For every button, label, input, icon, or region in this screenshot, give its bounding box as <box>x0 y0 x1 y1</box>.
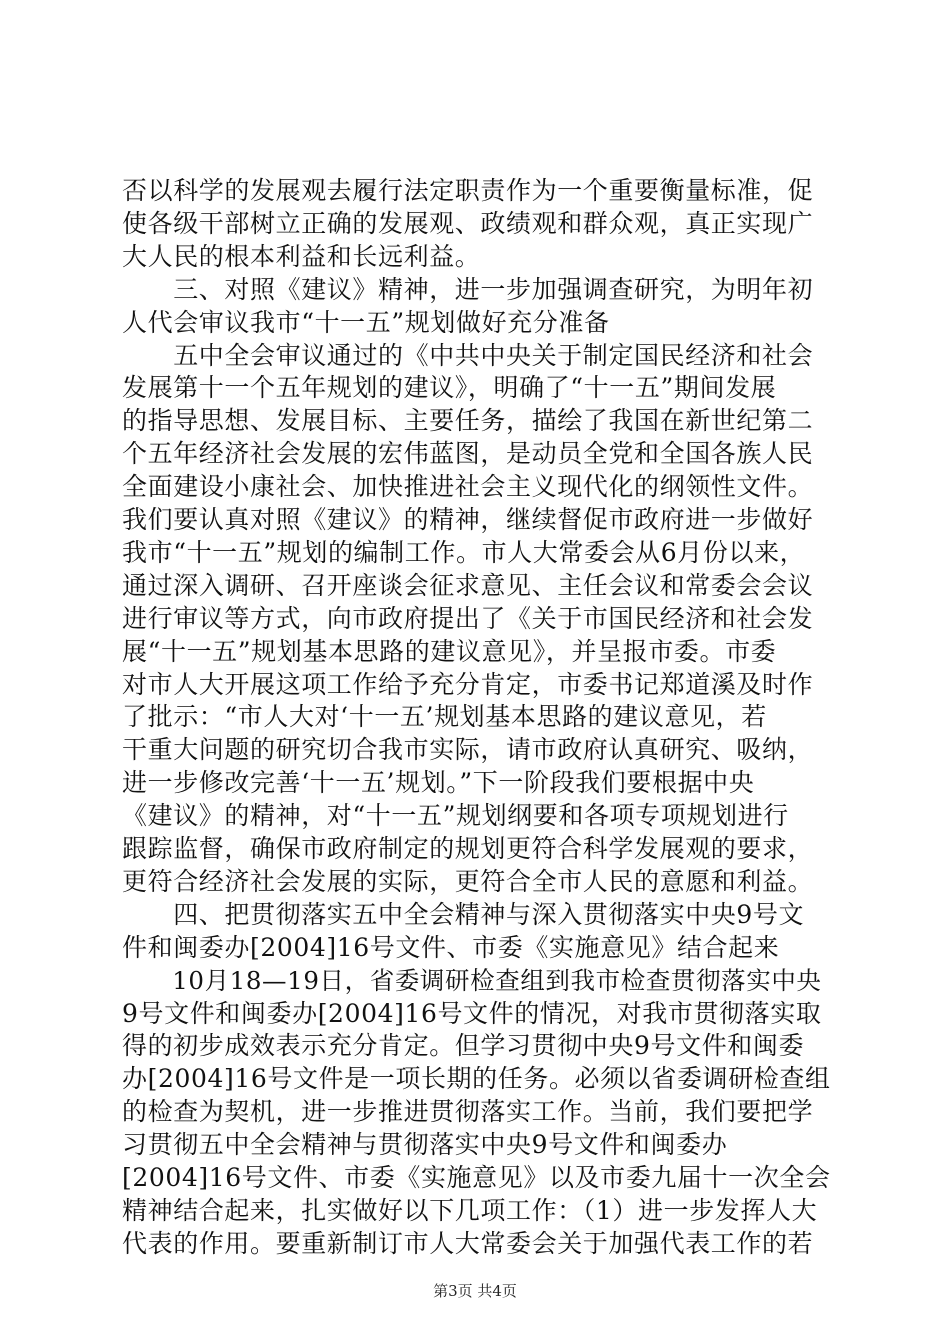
text-line: 9号文件和闽委办[2004]16号文件的情况，对我市贯彻落实取 <box>122 998 822 1028</box>
text-line: 了批示：“市人大对‘十一五’规划基本思路的建议意见，若 <box>122 702 767 732</box>
text-line: 更符合经济社会发展的实际，更符合全市人民的意愿和利益。 <box>122 866 814 896</box>
text-line: 的指导思想、发展目标、主要任务，描绘了我国在新世纪第二 <box>122 406 814 436</box>
text-line: 使各级干部树立正确的发展观、政绩观和群众观，真正实现广 <box>122 208 814 238</box>
text-line: 进行审议等方式，向市政府提出了《关于市国民经济和社会发 <box>122 603 814 633</box>
page-number-footer: 第3页 共4页 <box>433 1282 517 1300</box>
section-heading-line: 四、把贯彻落实五中全会精神与深入贯彻落实中央9号文 <box>122 899 805 929</box>
section-heading-line: 件和闽委办[2004]16号文件、市委《实施意见》结合起来 <box>122 932 780 962</box>
section-heading-line: 人代会审议我市“十一五”规划做好充分准备 <box>122 307 610 337</box>
text-line: 发展第十一个五年规划的建议》，明确了“十一五”期间发展 <box>122 373 777 403</box>
text-line: 干重大问题的研究切合我市实际，请市政府认真研究、吸纳， <box>122 735 814 765</box>
text-line: 五中全会审议通过的《中共中央关于制定国民经济和社会 <box>122 340 814 370</box>
text-line: 代表的作用。要重新制订市人大常委会关于加强代表工作的若 <box>122 1228 814 1258</box>
text-line: 精神结合起来，扎实做好以下几项工作：（1）进一步发挥人大 <box>122 1195 818 1225</box>
text-line: 我市“十一五”规划的编制工作。市人大常委会从6月份以来， <box>122 537 806 567</box>
text-line: [2004]16号文件、市委《实施意见》以及市委九届十一次全会 <box>122 1163 831 1192</box>
text-line: 10月18—19日，省委调研检查组到我市检查贯彻落实中央 <box>122 965 822 995</box>
section-heading-line: 三、对照《建议》精神，进一步加强调查研究，为明年初 <box>122 274 814 304</box>
text-line: 跟踪监督，确保市政府制定的规划更符合科学发展观的要求， <box>122 834 814 863</box>
text-line: 展“十一五”规划基本思路的建议意见》，并呈报市委。市委 <box>122 636 777 666</box>
text-line: 通过深入调研、召开座谈会征求意见、主任会议和常委会会议 <box>122 570 814 600</box>
text-line: 对市人大开展这项工作给予充分肯定，市委书记郑道溪及时作 <box>122 669 814 699</box>
text-line: 进一步修改完善‘十一五’规划。”下一阶段我们要根据中央 <box>122 768 755 798</box>
text-line: 个五年经济社会发展的宏伟蓝图，是动员全党和全国各族人民 <box>122 439 814 469</box>
text-line: 的检查为契机，进一步推进贯彻落实工作。当前，我们要把学 <box>122 1097 814 1127</box>
text-line: 否以科学的发展观去履行法定职责作为一个重要衡量标准，促 <box>122 176 814 205</box>
text-line: 全面建设小康社会、加快推进社会主义现代化的纲领性文件。 <box>122 472 814 502</box>
text-line: 《建议》的精神，对“十一五”规划纲要和各项专项规划进行 <box>122 801 789 831</box>
text-line: 我们要认真对照《建议》的精神，继续督促市政府进一步做好 <box>122 505 814 534</box>
text-line: 得的初步成效表示充分肯定。但学习贯彻中央9号文件和闽委 <box>122 1031 805 1061</box>
text-line: 大人民的根本利益和长远利益。 <box>122 241 481 271</box>
text-line: 办[2004]16号文件是一项长期的任务。必须以省委调研检查组 <box>122 1064 831 1094</box>
text-line: 习贯彻五中全会精神与贯彻落实中央9号文件和闽委办 <box>122 1130 728 1160</box>
